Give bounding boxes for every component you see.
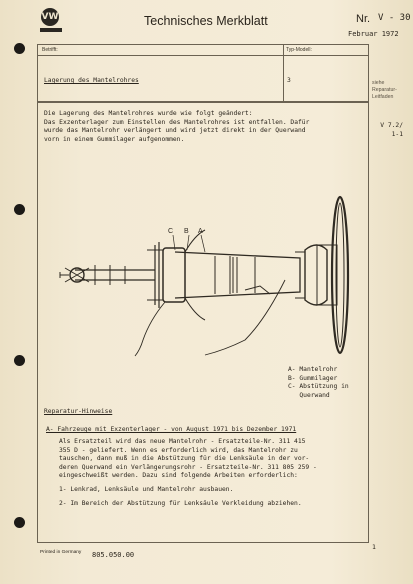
nr-value: V - 30 — [378, 13, 411, 23]
punch-hole — [14, 204, 25, 215]
issue-date: Februar 1972 — [348, 30, 399, 38]
reference-code — [375, 122, 403, 139]
repair-heading: Reparatur-Hinweise — [44, 408, 113, 415]
repair-item-heading: A- Fahrzeuge mit Exzenterlager - von August 1971 bis Dezember 1971 — [46, 426, 297, 433]
legend-item: A- Mantelrohr — [288, 366, 338, 373]
callout-a: A — [198, 228, 203, 235]
intro-line: Die Lagerung des Mantelrohres wurde wie folgt geändert: — [44, 110, 253, 117]
punch-hole — [14, 517, 25, 528]
repair-line: Als Ersatzteil wird das neue Mantelrohr - Ersatzteile-Nr. 311 415 — [59, 438, 306, 445]
side-note-line: Reparatur- — [372, 87, 397, 94]
repair-step: 1- Lenkrad, Lenksäule und Mantelrohr ausbauen. — [59, 486, 234, 493]
repair-line: deren Querwand ein Verlängerungsrohr - Ersatzteile-Nr. 311 805 259 - — [59, 463, 317, 471]
side-note-line: siehe — [372, 80, 385, 86]
page-number: 1 — [372, 543, 376, 551]
header-form-frame — [37, 44, 369, 103]
form-divider — [37, 55, 368, 56]
punch-hole — [14, 43, 25, 54]
figure-legend — [288, 366, 349, 400]
intro-line: vorn in einem Gummilager aufgenommen. — [44, 135, 185, 143]
intro-line: wurde das Mantelrohr verlängert und wird jetzt direkt in der Querwand — [44, 127, 306, 135]
legend-item: C- Abstützung in — [288, 383, 349, 391]
side-note-line: Leitfaden — [372, 94, 394, 101]
repair-line: 355 D - geliefert. Wenn es erforderlich wird, das Mantelrohr zu — [59, 446, 298, 454]
subject-text: Lagerung des Mantelrohres — [44, 77, 139, 84]
nr-label: Nr. — [356, 13, 371, 25]
printed-in: Printed in Germany — [40, 550, 82, 555]
reference-line: V 7.2/ — [380, 122, 403, 129]
repair-line: eingeschweißt werden. Dazu sind folgende Arbeiten erforderlich: — [59, 472, 298, 480]
typ-value: 3 — [287, 77, 291, 84]
page-title: Technisches Merkblatt — [144, 14, 268, 28]
repair-step: 2- Im Bereich der Abstützung für Lenksäule Verkleidung abziehen. — [59, 500, 302, 507]
intro-paragraph — [44, 110, 366, 144]
vw-logo: VW — [41, 8, 59, 26]
steering-column-drawing — [55, 190, 365, 360]
callout-c: C — [168, 228, 174, 235]
legend-item: Querwand — [288, 391, 330, 399]
betrifft-label: Betrifft: — [42, 47, 58, 53]
reference-line: 1-1 — [391, 130, 403, 138]
legend-item: B- Gummilager — [288, 374, 338, 382]
vw-logo-bar — [40, 28, 62, 32]
punch-hole — [14, 355, 25, 366]
callout-b: B — [184, 228, 189, 235]
repair-line: tauschen, dann muß in die Abstützung für die Lenksäule in der vor- — [59, 455, 310, 463]
typ-label: Typ-Modell: — [286, 47, 312, 53]
side-note — [372, 80, 397, 102]
form-divider — [283, 44, 284, 101]
intro-line: Das Exzenterlager zum Einstellen des Mantelrohres ist entfallen. Dafür — [44, 118, 310, 126]
repair-body — [59, 438, 364, 481]
document-code: 805.050.00 — [92, 551, 135, 559]
